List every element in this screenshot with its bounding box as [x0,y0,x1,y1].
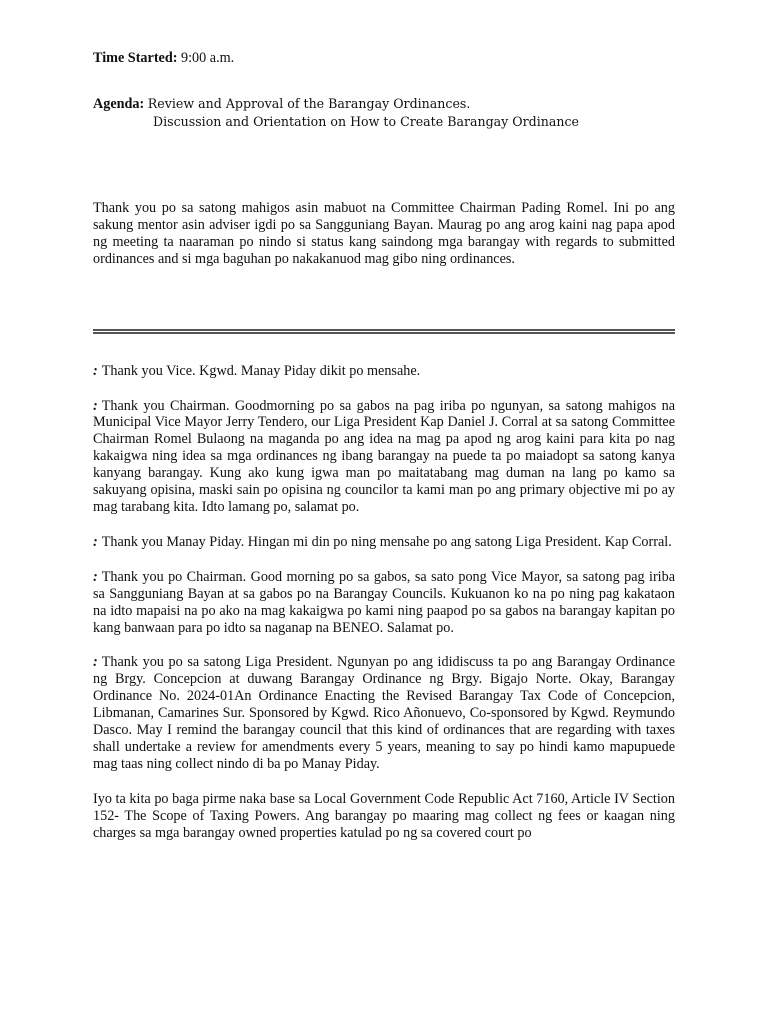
speech-paragraph [93,569,675,637]
agenda-item-1: Review and Approval of the Barangay Ordinances. [147,96,471,111]
agenda-item-2: Discussion and Orientation on How to Create Barangay Ordinance [153,114,579,129]
time-started-label: Time Started: [93,50,178,66]
intro-paragraph: Thank you po sa satong mahigos asin mabuot na Committee Chairman Pading Romel. Ini po ang sakung mentor asin adviser igdi po sa Sangguniang Bayan. Maurag po ang arog kaini nag papa apod ng meeting ta naaraman po nindo si status kang saindong mga barangay with regards to submitted ordinances and si mga baguhan po nakakanuod mag gibo ning ordinances. [93,200,675,267]
agenda-row [93,95,675,113]
speech-paragraph [93,654,675,772]
speaker-marker: : [93,362,98,379]
time-started-row [93,50,675,67]
speaker-marker: : [93,397,98,414]
speaker-marker: : [93,654,98,671]
speech-text: Thank you Chairman. Goodmorning po sa gabos na pag iriba po ngunyan, sa satong mahigos na Municipal Vice Mayor Jerry Tendero, our Liga President Kap Daniel J. Corral at sa satong Committee Chairman Romel Bulaong na maganda po ang idea na mag pa apod ng arog kaini para kita po nag kakaigwa ning idea sa mga ordinances ng ibang barangay na puede ta po maiadopt sa satong kanya kanyang barangay. Kung ako kung igwa man po maitatabang mag duman na lang po kamo sa sakuyang opisina, maski sain po opisina ng councilor ta kami man po ang primary objective mi po ay mag tarabang kita. Idto lamang po, salamat po. [93,397,675,515]
speech-text: Thank you po sa satong Liga President. Ngunyan po ang ididiscuss ta po ang Barangay Ordinance ng Brgy. Concepcion at duwang Barangay Ordinance ng Brgy. Bigajo Norte. Okay, Barangay Ordinance No. 2024-01An Ordinance Enacting the Revised Barangay Tax Code of Concepcion, Libmanan, Camarines Sur. Sponsored by Kgwd. Rico Añonuevo, Co-sponsored by Kgwd. Reymundo Dasco. May I remind the barangay council that this kind of ordinances that are regarding with taxes shall undertake a review for amendments every 5 years, meaning to say po hindi kamo mapupuede mag taas ning collect nindo di ba po Manay Piday. [93,654,675,772]
section-divider [93,329,675,334]
speech-text: Thank you po Chairman. Good morning po sa gabos, sa sato pong Vice Mayor, sa satong pag iriba sa Sangguniang Bayan at sa gabos po na Barangay Councils. Kukuanon ko na po ning pag kakataon na idto mapaisi na po ako na mag kakaigwa po kami ning paapod po sa gabos na barangay kapitan po kang banwaan para po idto sa naganap na BENEO. Salamat po. [93,568,675,636]
document-page [93,50,675,841]
speech-text: Thank you Manay Piday. Hingan mi din po ning mensahe po ang satong Liga President. Kap Corral. [101,533,672,550]
speech-paragraph [93,534,675,551]
agenda-label: Agenda: [93,96,145,112]
speech-paragraph [93,363,675,380]
speech-text: Thank you Vice. Kgwd. Manay Piday dikit po mensahe. [101,362,421,379]
speech-paragraph [93,398,675,516]
speaker-marker: : [93,568,98,585]
time-started-value: 9:00 a.m. [181,50,235,66]
agenda-item-2-row [93,113,675,131]
closing-paragraph: Iyo ta kita po baga pirme naka base sa Local Government Code Republic Act 7160, Article IV Section 152- The Scope of Taxing Powers. Ang barangay po maaring mag collect ng fees or kaagan ning charges sa mga barangay owned properties katulad po ng sa covered court po [93,790,675,841]
speaker-marker: : [93,533,98,550]
